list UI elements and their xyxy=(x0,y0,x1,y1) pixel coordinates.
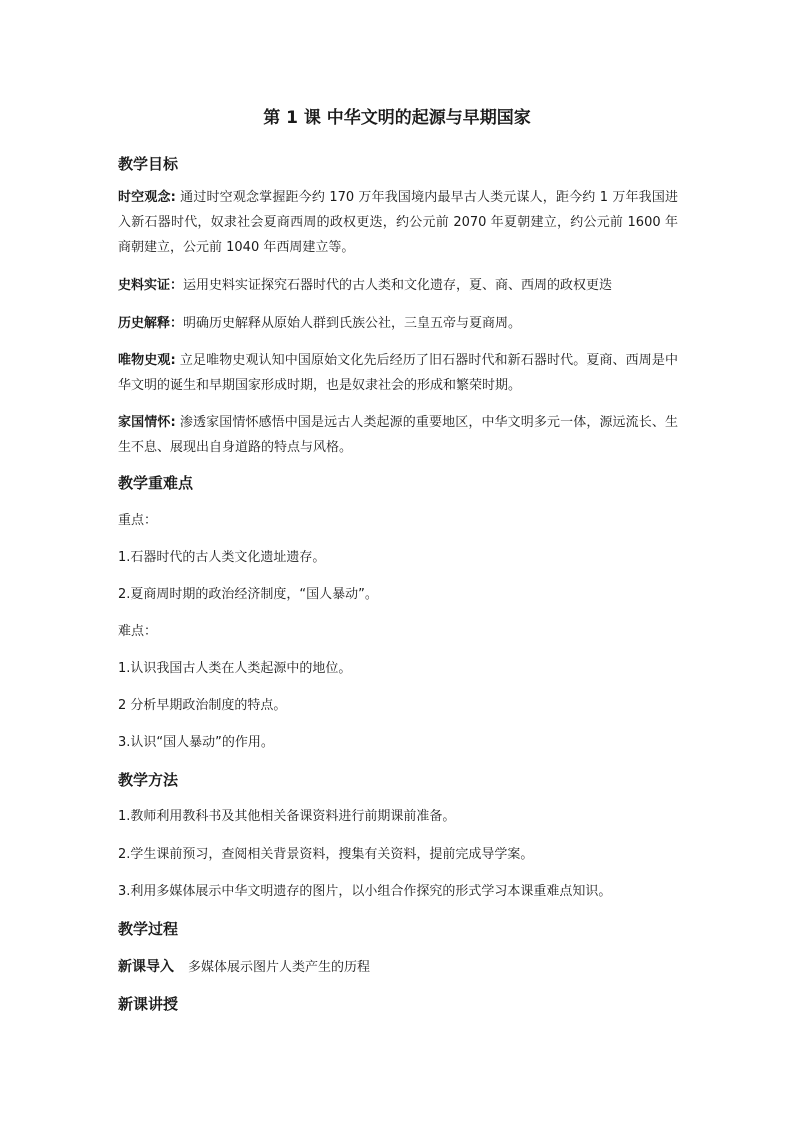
intro-label: 新课导入 xyxy=(118,959,174,975)
key-point-item: 2.夏商周时期的政治经济制度，“国人暴动”。 xyxy=(118,587,378,602)
difficult-point-item: 2 分析早期政治制度的特点。 xyxy=(118,698,287,713)
objective-text: 通过时空观念掌握距今约 170 万年我国境内最早古人类元谋人，距今约 1 万年我国进入新石器时代，奴隶社会夏商西周的政权更迭，约公元前 2070 年夏朝建立，约公元前 1600 年商朝建立，公元前 1040 年西周建立等。 xyxy=(118,190,678,255)
objective-label: 历史解释： xyxy=(118,316,184,331)
objective-interpretation xyxy=(118,311,678,336)
key-point-item: 1.石器时代的古人类文化遗址遗存。 xyxy=(118,550,326,565)
objective-text: 渗透家国情怀感悟中国是远古人类起源的重要地区，中华文明多元一体，源远流长、生生不息、展现出自身道路的特点与风格。 xyxy=(118,415,679,455)
objective-spacetime xyxy=(118,185,678,260)
objective-materialism xyxy=(118,348,678,398)
objectives-heading: 教学目标 xyxy=(118,155,179,173)
objective-text: 运用史料实证探究石器时代的古人类和文化遗存，夏、商、西周的政权更迭 xyxy=(183,278,613,293)
objective-label: 家国情怀: xyxy=(118,415,176,430)
objective-label: 时空观念: xyxy=(118,190,176,205)
intro-text: 多媒体展示图片人类产生的历程 xyxy=(188,960,371,975)
method-item: 3.利用多媒体展示中华文明遗存的图片，以小组合作探究的形式学习本课重难点知识。 xyxy=(118,884,612,899)
intro-line xyxy=(118,957,370,978)
difficult-points-label: 难点： xyxy=(118,624,158,639)
objective-text: 立足唯物史观认知中国原始文化先后经历了旧石器时代和新石器时代。夏商、西周是中华文明的诞生和早期国家形成时期，也是奴隶社会的形成和繁荣时期。 xyxy=(118,353,679,393)
document-title: 第 1 课 中华文明的起源与早期国家 xyxy=(263,108,531,128)
objective-label: 史料实证： xyxy=(118,278,184,293)
objective-label: 唯物史观: xyxy=(118,353,176,368)
process-heading: 教学过程 xyxy=(118,920,179,938)
objective-evidence xyxy=(118,273,678,298)
objective-text: 明确历史解释从原始人群到氏族公社，三皇五帝与夏商周。 xyxy=(183,316,522,331)
key-difficult-heading: 教学重难点 xyxy=(118,474,194,492)
objective-patriotism xyxy=(118,410,678,460)
key-points-label: 重点： xyxy=(118,513,158,528)
difficult-point-item: 1.认识我国古人类在人类起源中的地位。 xyxy=(118,661,352,676)
lecture-heading: 新课讲授 xyxy=(118,995,179,1013)
method-item: 1.教师利用教科书及其他相关备课资料进行前期课前准备。 xyxy=(118,809,456,824)
methods-heading: 教学方法 xyxy=(118,771,179,789)
difficult-point-item: 3.认识“国人暴动”的作用。 xyxy=(118,735,274,750)
method-item: 2.学生课前预习，查阅相关背景资料，搜集有关资料，提前完成导学案。 xyxy=(118,847,534,862)
